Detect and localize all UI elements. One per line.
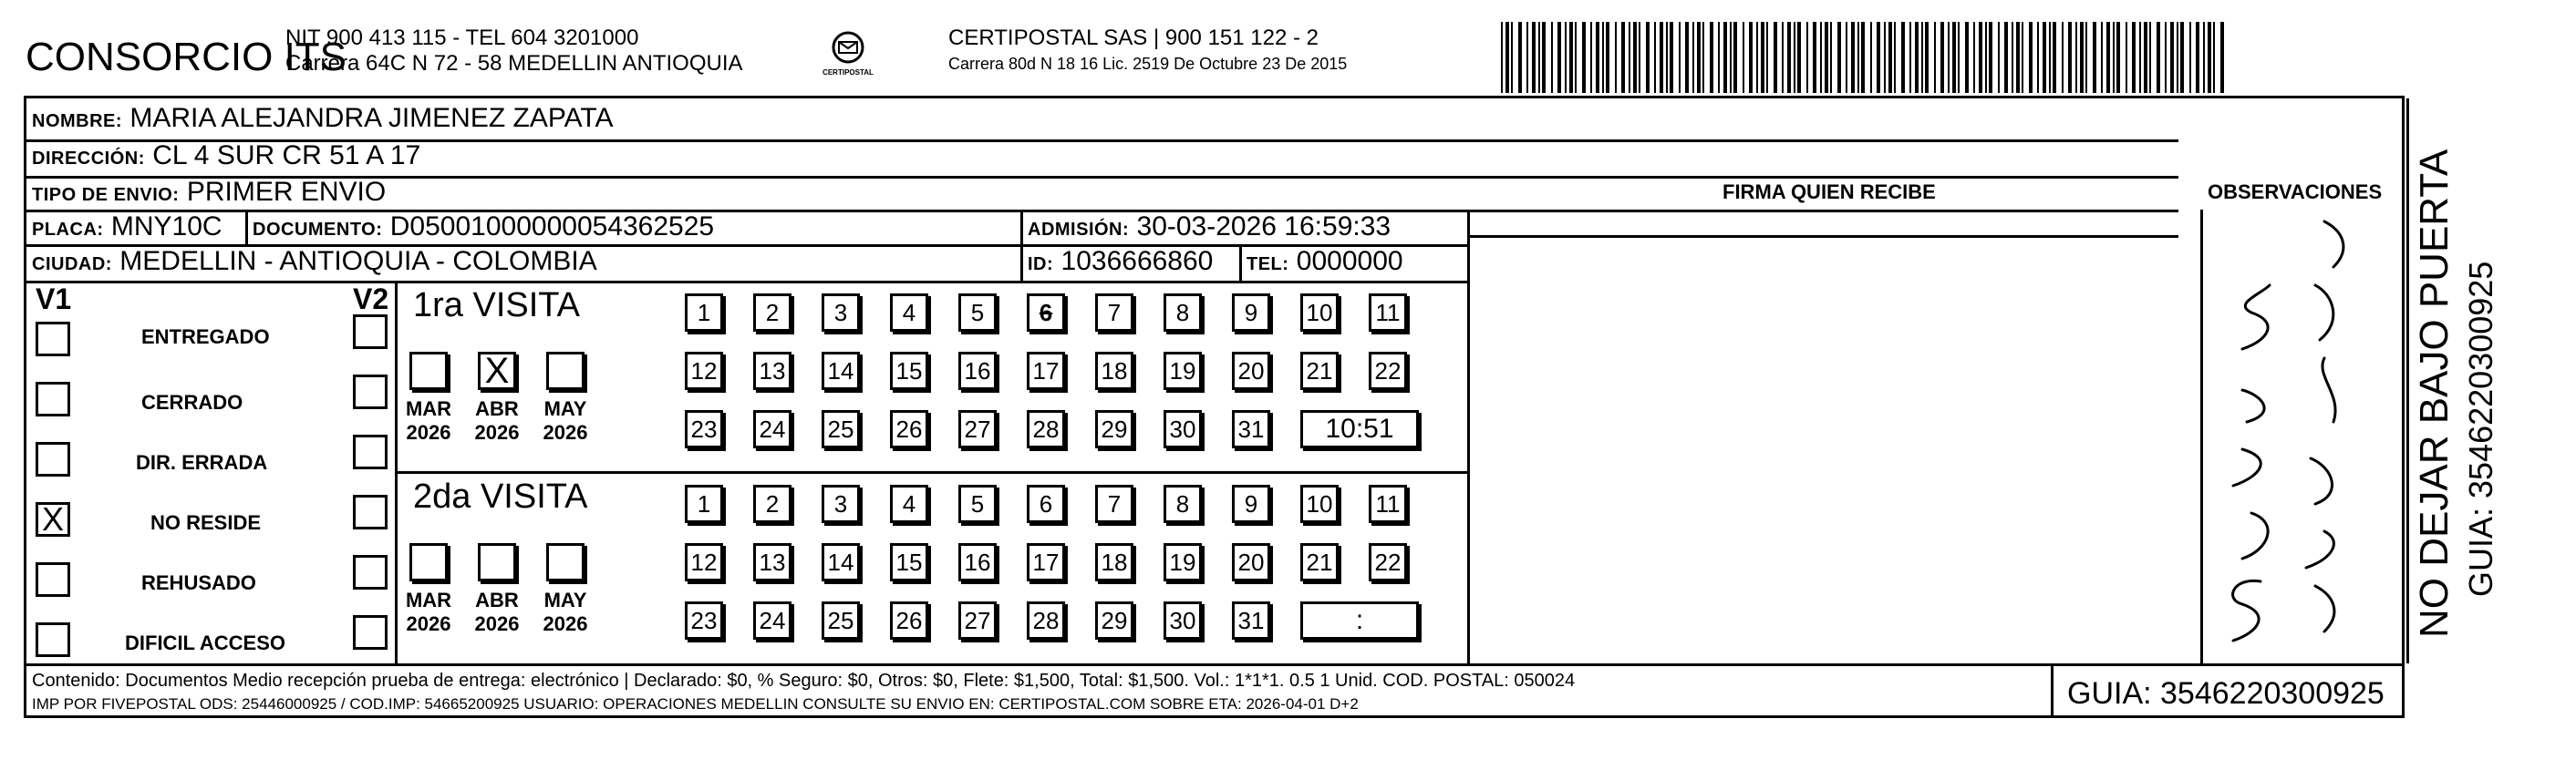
month-year: 2026 <box>406 421 451 444</box>
day-checkbox[interactable]: 17 <box>1027 543 1065 581</box>
firma-header: FIRMA QUIEN RECIBE <box>1723 180 1936 203</box>
v1-checkbox[interactable] <box>36 382 70 416</box>
v1-checkbox[interactable] <box>36 322 70 356</box>
day-checkbox[interactable]: 2 <box>753 293 791 332</box>
month-name: MAR <box>405 589 452 611</box>
observaciones-header: OBSERVACIONES <box>2208 180 2383 203</box>
day-checkbox[interactable]: 6 <box>1027 485 1065 523</box>
day-checkbox[interactable]: 11 <box>1369 485 1407 523</box>
day-checkbox[interactable]: 15 <box>890 352 928 390</box>
day-checkbox[interactable]: 1 <box>685 485 723 523</box>
day-checkbox[interactable]: 21 <box>1300 543 1339 581</box>
day-checkbox[interactable]: 12 <box>685 352 723 390</box>
logo-text: CERTIPOSTAL <box>822 68 874 77</box>
courier-address: Carrera 80d N 18 16 Lic. 2519 De Octubre 23 De 2015 <box>948 55 1348 73</box>
company-address: Carrera 64C N 72 - 58 MEDELLIN ANTIOQUIA <box>285 51 743 76</box>
documento-label: DOCUMENTO: <box>253 220 383 240</box>
month-label <box>401 589 456 636</box>
admision-field <box>1028 211 1391 242</box>
visit-title: 2da VISITA <box>413 478 588 516</box>
month-checkbox[interactable] <box>478 543 516 581</box>
company-name: CONSORCIO ITS <box>26 35 347 79</box>
v2-checkbox[interactable] <box>353 435 388 469</box>
day-checkbox[interactable]: 20 <box>1232 352 1270 390</box>
placa-field <box>32 211 222 242</box>
certipostal-logo <box>822 27 874 82</box>
day-checkbox[interactable]: 17 <box>1027 352 1065 390</box>
day-checkbox[interactable]: 16 <box>958 352 997 390</box>
month-name: ABR <box>475 589 519 611</box>
day-checkbox[interactable]: 20 <box>1232 543 1270 581</box>
nombre-field <box>32 103 614 134</box>
day-checkbox[interactable]: 23 <box>685 410 723 448</box>
day-checkbox[interactable]: 29 <box>1095 601 1133 640</box>
month-checkbox[interactable]: X <box>478 352 516 390</box>
day-checkbox[interactable]: 29 <box>1095 410 1133 448</box>
v1-checkbox[interactable] <box>36 562 70 597</box>
v1-label: V1 <box>36 282 72 315</box>
delivery-form <box>24 96 2405 718</box>
documento-value: D05001000000054362525 <box>389 211 715 241</box>
day-checkbox[interactable]: 3 <box>822 485 860 523</box>
day-checkbox[interactable]: 10 <box>1300 485 1339 523</box>
month-label <box>538 397 593 445</box>
day-checkbox[interactable]: 14 <box>822 352 860 390</box>
day-checkbox[interactable]: 22 <box>1369 352 1407 390</box>
day-checkbox[interactable]: 14 <box>822 543 860 581</box>
month-label <box>401 397 456 445</box>
tel-value: 0000000 <box>1296 246 1403 276</box>
day-checkbox[interactable]: 21 <box>1300 352 1339 390</box>
day-checkbox[interactable]: 7 <box>1095 485 1133 523</box>
status-label: REHUSADO <box>141 571 256 594</box>
month-name: MAR <box>405 397 452 420</box>
footer-content: Contenido: Documentos Medio recepción prueba de entrega: electrónico | Declarado: $0, % Seguro: $0, Otros: $0, Flete: $1,500, Total: $1,500. Vol.: 1*1*1. 0.5 1 Unid. COD. POSTAL: 050024 <box>32 671 1576 691</box>
day-checkbox[interactable]: 2 <box>753 485 791 523</box>
month-checkbox[interactable] <box>546 352 585 390</box>
footer-print-info: IMP POR FIVEPOSTAL ODS: 25446000925 / COD.IMP: 54665200925 USUARIO: OPERACIONES MEDELLIN CONSULTE SU ENVIO EN: CERTIPOSTAL.COM SOBRE ETA: 2026-04-01 D+2 <box>32 695 1359 713</box>
month-year: 2026 <box>474 612 520 635</box>
day-checkbox[interactable]: 16 <box>958 543 997 581</box>
v2-label: V2 <box>353 282 389 315</box>
day-checkbox[interactable]: 31 <box>1232 410 1270 448</box>
day-checkbox[interactable]: 19 <box>1164 543 1202 581</box>
day-checkbox[interactable]: 8 <box>1164 293 1202 332</box>
status-label: NO RESIDE <box>150 511 262 534</box>
day-checkbox[interactable]: 27 <box>958 601 997 640</box>
courier-nit: CERTIPOSTAL SAS | 900 151 122 - 2 <box>948 26 1319 50</box>
ciudad-value: MEDELLIN - ANTIOQUIA - COLOMBIA <box>119 246 597 276</box>
day-checkbox[interactable]: 13 <box>753 352 791 390</box>
day-checkbox[interactable]: 25 <box>822 410 860 448</box>
day-checkbox[interactable]: 1 <box>685 293 723 332</box>
month-name: MAY <box>543 397 587 420</box>
nombre-value: MARIA ALEJANDRA JIMENEZ ZAPATA <box>129 103 614 133</box>
day-checkbox[interactable]: 30 <box>1164 410 1202 448</box>
month-checkbox[interactable] <box>409 352 448 390</box>
day-checkbox[interactable]: 31 <box>1232 601 1270 640</box>
side-guia: GUIA: 3546220300925 <box>2462 261 2499 597</box>
tipo-envio-value: PRIMER ENVIO <box>186 177 387 207</box>
month-year: 2026 <box>406 612 451 635</box>
day-checkbox[interactable]: 18 <box>1095 543 1133 581</box>
v2-checkbox[interactable] <box>353 555 388 590</box>
day-checkbox[interactable]: 13 <box>753 543 791 581</box>
day-checkbox[interactable]: 4 <box>890 293 928 332</box>
day-checkbox[interactable]: 5 <box>958 485 997 523</box>
handwritten-observation <box>2206 212 2402 659</box>
tel-label: TEL: <box>1247 254 1289 274</box>
day-checkbox[interactable]: 18 <box>1095 352 1133 390</box>
day-checkbox[interactable]: 26 <box>890 410 928 448</box>
day-checkbox[interactable]: 24 <box>753 410 791 448</box>
v2-checkbox[interactable] <box>353 615 388 650</box>
company-info <box>285 26 743 77</box>
month-label <box>538 589 593 636</box>
month-year: 2026 <box>543 421 588 444</box>
day-checkbox[interactable]: 15 <box>890 543 928 581</box>
month-label <box>470 397 524 445</box>
visit-time[interactable]: 10:51 <box>1300 410 1419 448</box>
day-checkbox[interactable]: 19 <box>1164 352 1202 390</box>
month-year: 2026 <box>543 612 588 635</box>
month-name: ABR <box>475 397 519 420</box>
direccion-field <box>32 140 420 171</box>
day-checkbox[interactable]: 30 <box>1164 601 1202 640</box>
tel-field <box>1247 246 1403 277</box>
month-year: 2026 <box>474 421 520 444</box>
id-label: ID: <box>1028 254 1054 274</box>
month-name: MAY <box>543 589 587 611</box>
day-checkbox[interactable]: 8 <box>1164 485 1202 523</box>
day-checkbox[interactable]: 26 <box>890 601 928 640</box>
month-checkbox[interactable] <box>546 543 585 581</box>
day-checkbox[interactable]: 25 <box>822 601 860 640</box>
day-checkbox[interactable]: 7 <box>1095 293 1133 332</box>
month-checkbox[interactable] <box>409 543 448 581</box>
company-nit: NIT 900 413 115 - TEL 604 3201000 <box>285 26 639 50</box>
guia-number: GUIA: 3546220300925 <box>2067 676 2385 711</box>
admision-value: 30-03-2026 16:59:33 <box>1136 211 1391 241</box>
side-warning: NO DEJAR BAJO PUERTA <box>2412 149 2457 638</box>
id-value: 1036666860 <box>1060 246 1214 276</box>
day-checkbox[interactable]: 9 <box>1232 293 1270 332</box>
day-checkbox[interactable]: 28 <box>1027 410 1065 448</box>
status-label: DIR. ERRADA <box>136 451 268 474</box>
admision-label: ADMISIÓN: <box>1028 220 1130 240</box>
visit-title: 1ra VISITA <box>413 286 581 324</box>
day-checkbox[interactable]: 12 <box>685 543 723 581</box>
documento-field <box>253 211 714 242</box>
v2-checkbox[interactable] <box>353 495 388 529</box>
day-checkbox[interactable]: 24 <box>753 601 791 640</box>
day-checkbox[interactable]: 9 <box>1232 485 1270 523</box>
v1-checkbox[interactable] <box>36 442 70 477</box>
placa-value: MNY10C <box>110 211 222 241</box>
day-checkbox[interactable]: 10 <box>1300 293 1339 332</box>
day-checkbox[interactable]: 23 <box>685 601 723 640</box>
status-label: ENTREGADO <box>141 325 270 348</box>
status-label: CERRADO <box>141 391 243 414</box>
tipo-envio-field <box>32 177 386 208</box>
nombre-label: NOMBRE: <box>32 111 123 131</box>
courier-info <box>948 26 1347 77</box>
day-checkbox[interactable]: 3 <box>822 293 860 332</box>
placa-label: PLACA: <box>32 220 104 240</box>
month-label <box>470 589 524 636</box>
ciudad-label: CIUDAD: <box>32 254 112 274</box>
day-checkbox[interactable]: 22 <box>1369 543 1407 581</box>
v2-checkbox[interactable] <box>353 314 388 349</box>
day-checkbox[interactable]: 11 <box>1369 293 1407 332</box>
day-checkbox[interactable]: 28 <box>1027 601 1065 640</box>
v2-checkbox[interactable] <box>353 375 388 409</box>
direccion-value: CL 4 SUR CR 51 A 17 <box>152 140 421 170</box>
status-label: DIFICIL ACCESO <box>125 632 286 654</box>
ciudad-field <box>32 246 597 277</box>
day-checkbox[interactable]: 4 <box>890 485 928 523</box>
barcode <box>1501 22 2226 93</box>
tipo-envio-label: TIPO DE ENVIO: <box>32 185 180 205</box>
id-field <box>1028 246 1213 277</box>
v1-checkbox[interactable]: X <box>36 502 70 537</box>
day-checkbox[interactable]: 27 <box>958 410 997 448</box>
v1-checkbox[interactable] <box>36 622 70 657</box>
direccion-label: DIRECCIÓN: <box>32 149 145 169</box>
visit-time[interactable]: : <box>1300 601 1419 640</box>
day-checkbox[interactable]: 5 <box>958 293 997 332</box>
day-checkbox[interactable]: 6 <box>1027 293 1065 332</box>
